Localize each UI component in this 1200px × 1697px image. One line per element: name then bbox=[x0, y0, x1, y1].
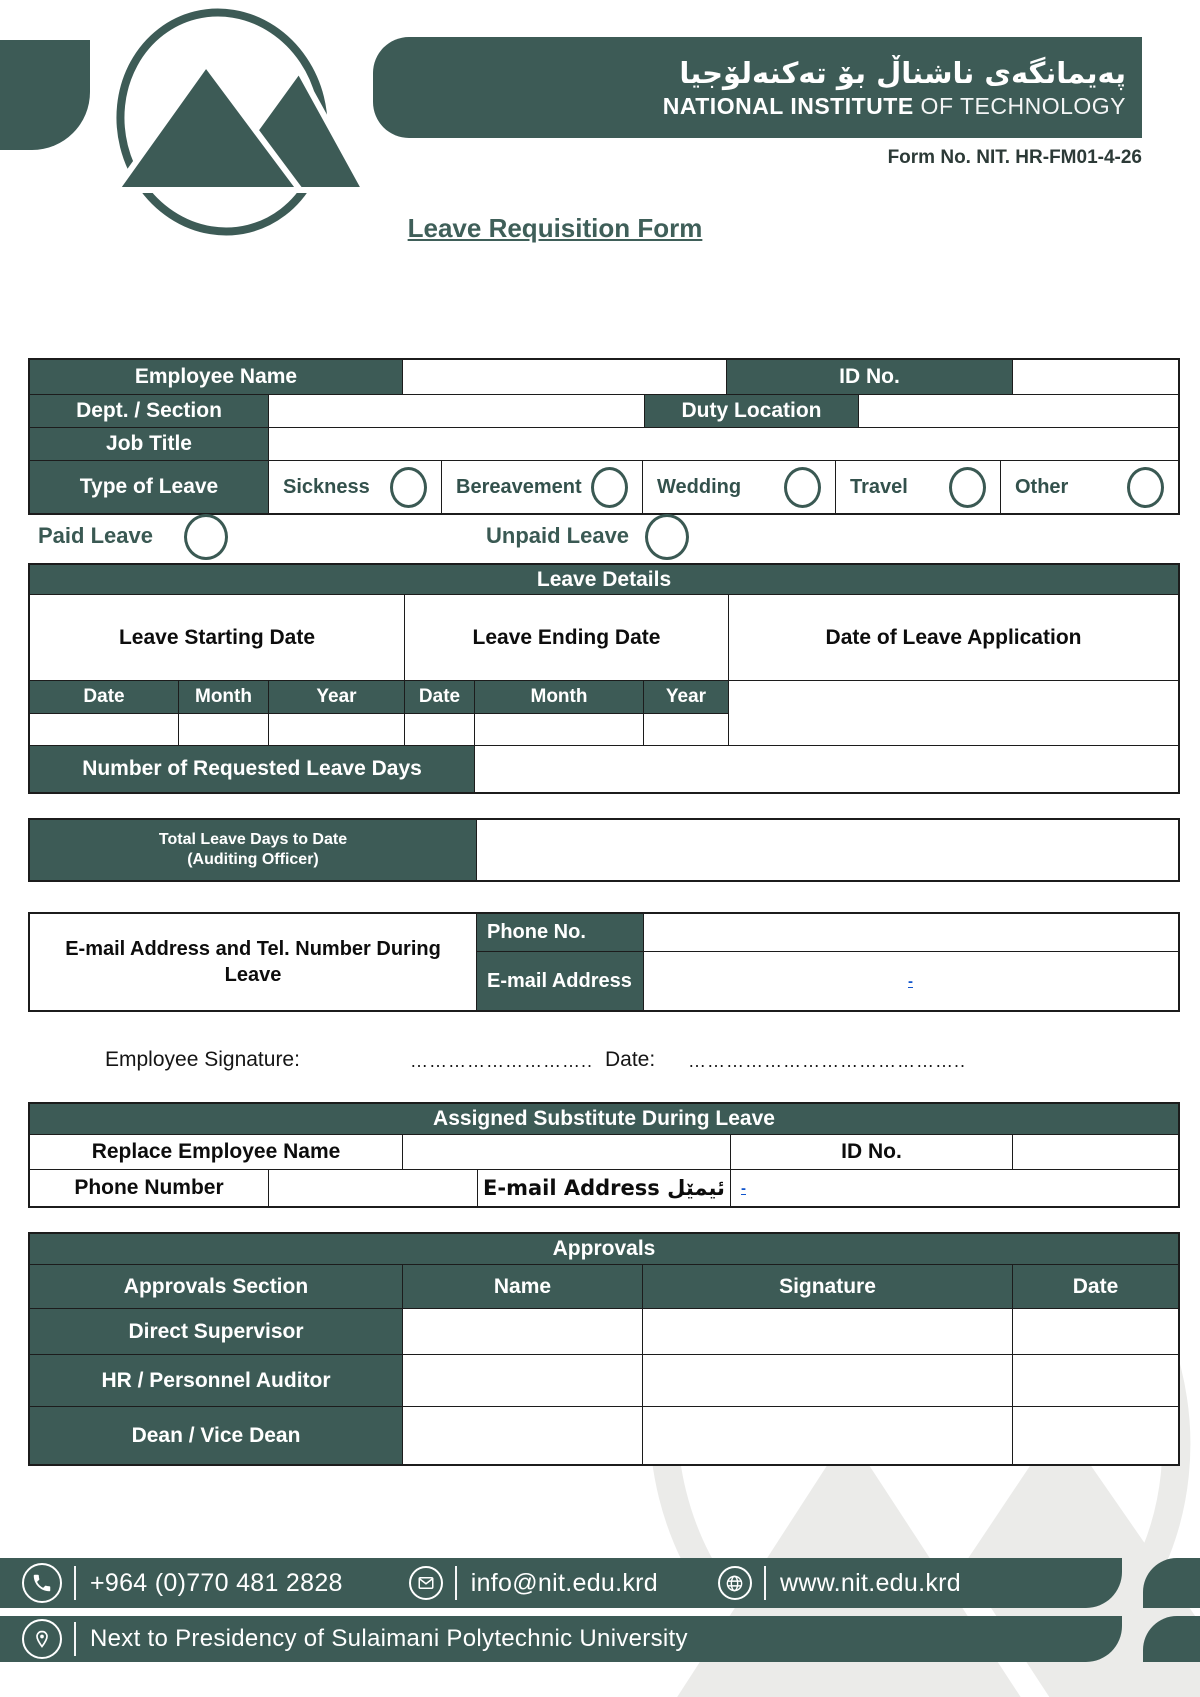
total-days-field[interactable] bbox=[476, 820, 1178, 880]
phone-icon bbox=[22, 1563, 62, 1603]
leave-details-table bbox=[28, 563, 1180, 794]
employee-name-label: Employee Name bbox=[30, 360, 402, 394]
email-link-dash[interactable]: - bbox=[908, 972, 913, 990]
direct-supervisor-signature-field[interactable] bbox=[642, 1309, 1012, 1354]
substitute-phone-field[interactable] bbox=[268, 1170, 477, 1206]
brand-name-kurdish: پەیمانگەی ناشناڵ بۆ تەکنەلۆجیا bbox=[679, 55, 1126, 90]
location-pin-icon bbox=[22, 1619, 62, 1659]
corner-decoration bbox=[0, 40, 90, 150]
job-title-field[interactable] bbox=[268, 428, 1178, 460]
footer-address-bar bbox=[0, 1616, 1122, 1662]
assigned-substitute-table bbox=[28, 1102, 1180, 1208]
duty-location-label: Duty Location bbox=[644, 395, 858, 427]
table-row bbox=[30, 1406, 1178, 1464]
dept-section-label: Dept. / Section bbox=[30, 395, 268, 427]
dean-name-field[interactable] bbox=[402, 1407, 642, 1464]
leave-starting-date-label: Leave Starting Date bbox=[118, 625, 316, 649]
email-address-label: E-mail Address bbox=[477, 952, 643, 1010]
requested-days-field[interactable] bbox=[474, 746, 1178, 792]
leave-type-wedding bbox=[642, 461, 835, 513]
date-of-application-label: Date of Leave Application bbox=[728, 595, 1178, 680]
form-number: Form No. NIT. HR-FM01-4-26 bbox=[887, 147, 1142, 168]
table-row bbox=[30, 1354, 1178, 1406]
employee-signature-label: Employee Signature: bbox=[105, 1048, 300, 1071]
wedding-label: Wedding bbox=[657, 475, 742, 498]
hr-auditor-date-field[interactable] bbox=[1012, 1355, 1178, 1406]
end-month-field[interactable] bbox=[474, 714, 643, 746]
paid-leave-label: Paid Leave bbox=[38, 523, 153, 548]
wedding-checkbox[interactable] bbox=[784, 467, 821, 508]
leave-type-sickness bbox=[268, 461, 441, 513]
leave-ending-date-label: Leave Ending Date bbox=[404, 595, 728, 680]
substitute-phone-label: Phone Number bbox=[74, 1176, 224, 1199]
footer-divider bbox=[74, 1566, 76, 1600]
globe-icon bbox=[718, 1566, 752, 1600]
nit-mountain-logo bbox=[92, 4, 367, 252]
footer-address: Next to Presidency of Sulaimani Polytechnic University bbox=[90, 1625, 688, 1652]
replace-employee-name-field[interactable] bbox=[402, 1135, 730, 1169]
leave-type-other bbox=[1000, 461, 1178, 513]
job-title-label: Job Title bbox=[30, 428, 268, 460]
other-label: Other bbox=[1015, 475, 1069, 498]
date-dotted-line[interactable]: …………………………………….. bbox=[688, 1051, 967, 1071]
email-address-field[interactable] bbox=[643, 952, 1177, 1010]
paid-unpaid-row bbox=[28, 511, 1180, 563]
direct-supervisor-name-field[interactable] bbox=[402, 1309, 642, 1354]
footer-email-group bbox=[409, 1566, 658, 1600]
total-leave-days-table bbox=[28, 818, 1180, 882]
start-year-field[interactable] bbox=[268, 714, 404, 746]
leave-type-bereavement bbox=[441, 461, 642, 513]
start-year-label: Year bbox=[268, 681, 404, 713]
footer-divider bbox=[764, 1566, 766, 1600]
substitute-id-field[interactable] bbox=[1012, 1135, 1176, 1169]
page-title: Leave Requisition Form bbox=[407, 213, 703, 243]
footer-website[interactable]: www.nit.edu.krd bbox=[779, 1568, 961, 1597]
approvals-name-col-header: Name bbox=[402, 1265, 642, 1308]
sickness-checkbox[interactable] bbox=[390, 467, 427, 508]
other-checkbox[interactable] bbox=[1127, 467, 1164, 508]
signature-row bbox=[100, 1048, 1120, 1078]
substitute-email-field[interactable] bbox=[730, 1170, 1176, 1206]
direct-supervisor-label: Direct Supervisor bbox=[30, 1309, 402, 1354]
substitute-section-header: Assigned Substitute During Leave bbox=[30, 1104, 1178, 1134]
footer-divider bbox=[455, 1566, 457, 1600]
unpaid-leave-checkbox[interactable] bbox=[645, 514, 689, 560]
hr-auditor-name-field[interactable] bbox=[402, 1355, 642, 1406]
phone-no-label: Phone No. bbox=[477, 914, 643, 951]
brand-name-english: NATIONAL INSTITUTE OF TECHNOLOGY bbox=[662, 93, 1126, 120]
table-row bbox=[30, 1308, 1178, 1354]
bereavement-checkbox[interactable] bbox=[591, 467, 628, 508]
replace-employee-name-label: Replace Employee Name bbox=[91, 1140, 341, 1163]
end-year-label: Year bbox=[643, 681, 728, 713]
footer-address-group bbox=[22, 1619, 688, 1659]
end-date-field[interactable] bbox=[404, 714, 474, 746]
footer-email[interactable]: info@nit.edu.krd bbox=[470, 1568, 658, 1597]
travel-checkbox[interactable] bbox=[949, 467, 986, 508]
employee-info-table bbox=[28, 358, 1180, 515]
envelope-icon bbox=[409, 1566, 443, 1600]
approvals-date-col-header: Date bbox=[1012, 1265, 1178, 1308]
start-month-field[interactable] bbox=[178, 714, 268, 746]
unpaid-leave-label: Unpaid Leave bbox=[486, 523, 630, 548]
contact-label: E-mail Address and Tel. Number During Leave bbox=[65, 938, 441, 986]
employee-id-label: ID No. bbox=[726, 360, 1012, 394]
dean-date-field[interactable] bbox=[1012, 1407, 1178, 1464]
total-days-label: Total Leave Days to Date (Auditing Officer) bbox=[30, 820, 476, 880]
paid-leave-checkbox[interactable] bbox=[184, 514, 228, 560]
approvals-signature-col-header: Signature bbox=[642, 1265, 1012, 1308]
dept-section-field[interactable] bbox=[268, 395, 644, 427]
substitute-id-label: ID No. bbox=[730, 1135, 1012, 1169]
bereavement-label: Bereavement bbox=[456, 475, 582, 498]
start-date-field[interactable] bbox=[30, 714, 178, 746]
footer-phone-number[interactable]: +964 (0)770 481 2828 bbox=[90, 1568, 343, 1597]
contact-during-leave-table bbox=[28, 912, 1180, 1012]
start-month-label: Month bbox=[178, 681, 268, 713]
requested-days-label: Number of Requested Leave Days bbox=[30, 746, 474, 792]
travel-label: Travel bbox=[850, 475, 908, 498]
signature-dotted-line[interactable]: ……………………….. bbox=[410, 1051, 594, 1071]
footer-phone-group bbox=[22, 1563, 343, 1603]
hr-auditor-label: HR / Personnel Auditor bbox=[30, 1355, 402, 1406]
phone-no-field[interactable] bbox=[643, 914, 1177, 951]
approvals-section-header: Approvals bbox=[30, 1234, 1178, 1264]
employee-name-field[interactable] bbox=[402, 360, 726, 394]
end-month-label: Month bbox=[474, 681, 643, 713]
date-of-application-field[interactable] bbox=[728, 681, 1178, 746]
approvals-section-col-header: Approvals Section bbox=[30, 1265, 402, 1308]
signature-date-label: Date: bbox=[605, 1048, 656, 1071]
leave-details-header: Leave Details bbox=[30, 565, 1178, 594]
employee-id-field[interactable] bbox=[1012, 360, 1178, 394]
approvals-table bbox=[28, 1232, 1180, 1466]
hr-auditor-signature-field[interactable] bbox=[642, 1355, 1012, 1406]
footer-website-group bbox=[718, 1566, 961, 1600]
dean-label: Dean / Vice Dean bbox=[30, 1407, 402, 1464]
footer-divider bbox=[74, 1622, 76, 1656]
duty-location-field[interactable] bbox=[858, 395, 1178, 427]
leave-type-travel bbox=[835, 461, 1000, 513]
sickness-label: Sickness bbox=[283, 475, 370, 498]
footer-contact-bar bbox=[0, 1558, 1122, 1608]
end-date-label: Date bbox=[404, 681, 474, 713]
end-year-field[interactable] bbox=[643, 714, 728, 746]
type-of-leave-label: Type of Leave bbox=[30, 461, 268, 513]
start-date-label: Date bbox=[30, 681, 178, 713]
substitute-email-link-dash[interactable]: - bbox=[741, 1179, 746, 1197]
substitute-email-label: E-mail Address ئیمێل bbox=[477, 1170, 730, 1206]
direct-supervisor-date-field[interactable] bbox=[1012, 1309, 1178, 1354]
dean-signature-field[interactable] bbox=[642, 1407, 1012, 1464]
brand-band bbox=[373, 37, 1142, 138]
